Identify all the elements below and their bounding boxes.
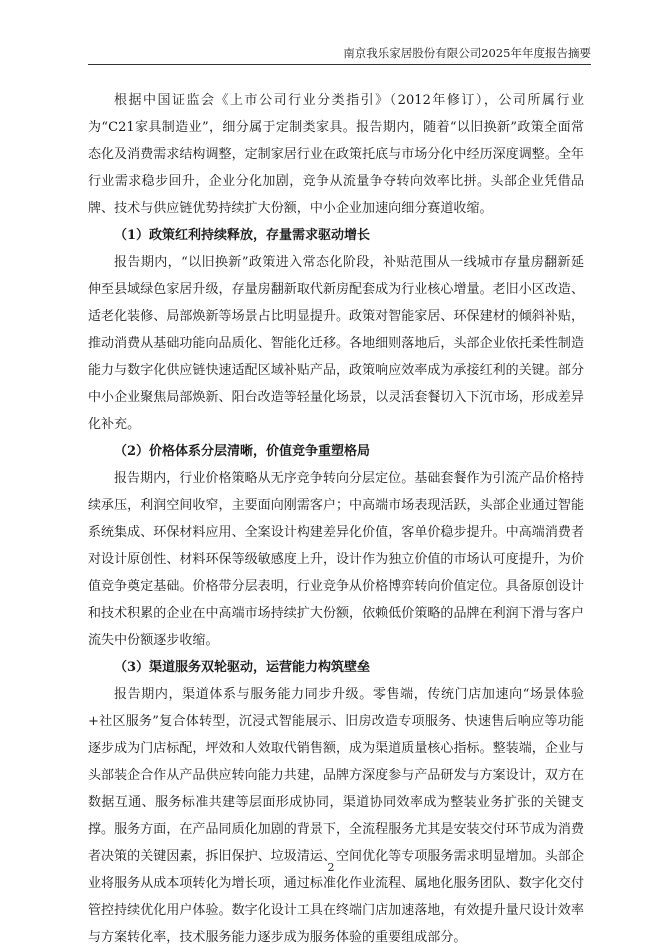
page-number: 2 xyxy=(327,861,335,874)
section-body-policy: 报告期内，“以旧换新”政策进入常态化阶段，补贴范围从一线城市存量房翻新延伸至县域绿色家居升级，存量房翻新取代新房配套成为行业核心增量。老旧小区改造、适老化装修、局部焕新等场景占比明显提升。政策对智能家居、环保建材的倾斜补贴，推动消费从基础功能向品质化、智能化迁移。各地细则落地后，头部企业依托柔性制造能力与数字化供应链快速适配区域补贴产品，政策响应效率成为承接红利的关键。部分中小企业聚焦局部焕新、阳台改造等轻量化场景，以灵活套餐切入下沉市场，形成差异化补充。 xyxy=(88,255,584,432)
page-header: 南京我乐家居股份有限公司2025年年度报告摘要 xyxy=(88,45,591,65)
intro-paragraph: 根据中国证监会《上市公司行业分类指引》（2012年修订），公司所属行业为“C21家具制造业”，细分属于定制类家具。报告期内，随着“以旧换新”政策全面常态化及消费需求结构调整，定制家居行业在政策托底与市场分化中经历深度调整。全年行业需求稳步回升，企业分化加剧，竞争从流量争夺转向效率比拼。头部企业凭借品牌、技术与供应链优势持续扩大份额，中小企业加速向细分赛道收缩。 xyxy=(88,93,584,216)
section-heading-policy: （1）政策红利持续释放，存量需求驱动增长 xyxy=(114,228,371,243)
section-heading-pricing: （2）价格体系分层清晰，价值竞争重塑格局 xyxy=(114,444,371,459)
section-body-pricing: 报告期内，行业价格策略从无序竞争转向分层定位。基础套餐作为引流产品价格持续承压，利润空间收窄，主要面向刚需客户；中高端市场表现活跃，头部企业通过智能系统集成、环保材料应用、全案设计构建差异化价值，客单价稳步提升。中高端消费者对设计原创性、材料环保等级敏感度上升，设计作为独立价值的市场认可度提升，为价值竞争奠定基础。价格带分层表明，行业竞争从价格博弈转向价值定位。具备原创设计和技术积累的企业在中高端市场持续扩大份额，依赖低价策略的品牌在利润下滑与客户流失中份额逐步收缩。 xyxy=(88,471,584,648)
document-body xyxy=(88,87,584,951)
section-body-channels: 报告期内，渠道体系与服务能力同步升级。零售端，传统门店加速向“场景体验+社区服务”复合体转型，沉浸式智能展示、旧房改造专项服务、快速售后响应等功能逐步成为门店标配，坪效和人效取代销售额，成为渠道质量核心指标。整装端，企业与头部装企合作从产品供应转向能力共建，品牌方深度参与产品研发与方案设计，双方在数据互通、服务标准共建等层面形成协同，渠道协同效率成为整装业务扩张的关键支撑。服务方面，在产品同质化加剧的背景下，全流程服务尤其是安装交付环节成为消费者决策的关键因素，拆旧保护、垃圾清运、空间优化等专项服务需求明显增加。头部企业将服务从成本项转化为增长项，通过标准化作业流程、属地化服务团队、数字化交付管控持续优化用户体验。数字化设计工具在终端门店加速落地，有效提升量尺设计效率与方案转化率，技术服务能力逐步成为服务体验的重要组成部分。 xyxy=(88,687,584,945)
section-heading-channels: （3）渠道服务双轮驱动，运营能力构筑壁垒 xyxy=(114,660,371,675)
